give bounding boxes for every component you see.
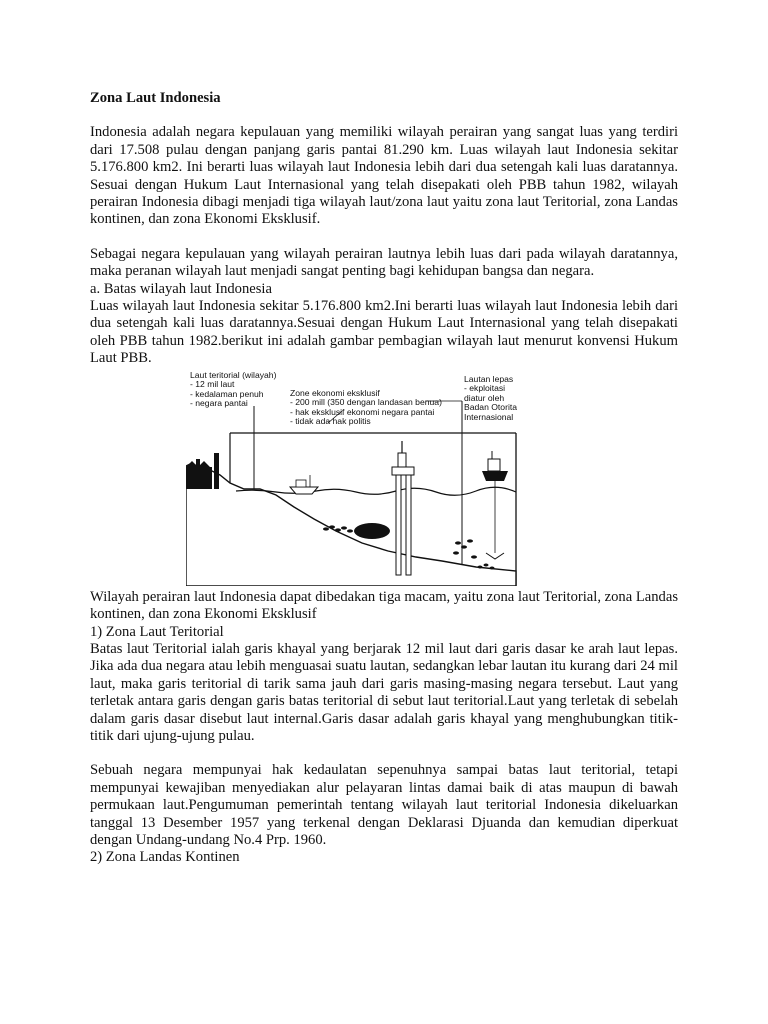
paragraph-three-zones: Wilayah perairan laut Indonesia dapat dibedakan tiga macam, yaitu zona laut Teritorial, zona Landas kontinen, dan zona Ekonomi Eksklusif (90, 588, 678, 623)
paragraph-kedaulatan: Sebuah negara mempunyai hak kedaulatan sepenuhnya sampai batas laut teritorial, tetapi mempunyai kewajiban menyediakan alur pelayaran lintas damai baik di atas maupun di bawah permukaan laut.Pengumuman pemerintah tentang wilayah laut teritorial Indonesia dikeluarkan tanggal 13 Desember 1957 yang terkenal dengan Deklarasi Djuanda dan kemudian diperkuat dengan Undang-undang No.4 Prp. 1960. (90, 762, 678, 848)
paragraph-role: Sebagai negara kepulauan yang wilayah perairan lautnya lebih luas dari pada wilayah daratannya, maka peranan wilayah laut menjadi sangat penting bagi kehidupan bangsa dan negara. (90, 245, 678, 280)
heading-zona-teritorial: 1) Zona Laut Teritorial (90, 623, 224, 640)
paragraph-teritorial: Batas laut Teritorial ialah garis khayal yang berjarak 12 mil laut dari garis dasar ke arah laut lepas. Jika ada dua negara atau lebih menguasai suatu lautan, sedangkan lebar lautan itu kurang dari 24 mil laut, maka garis teritorial di tarik sama jauh dari garis masing-masing negara tersebut. Laut yang terletak antara garis dengan garis batas teritorial di sebut laut teritorial.Laut yang terletak di sebelah dalam garis dasar disebut laut internal.Garis dasar adalah garis khayal yang menghubungkan titik-titik dari ujung-ujung pulau. (90, 640, 678, 744)
label-territorial-sea: Laut teritorial (wilayah) - 12 mil laut - kedalaman penuh - negara pantai (190, 369, 277, 409)
paragraph-intro: Indonesia adalah negara kepulauan yang memiliki wilayah perairan yang sangat luas yang terdiri dari 17.508 pulau dengan panjang garis pantai 81.290 km. Luas wilayah laut Indonesia sekitar 5.176.800 km2. Ini berarti luas wilayah laut Indonesia lebih dari dua setengah kali luas daratannya. Sesuai dengan Hukum Laut Internasional yang telah disepakati oleh PBB tahun 1982, wilayah perairan Indonesia dibagi menjadi tiga wilayah laut/zona laut yaitu zona laut Teritorial, zona Landas kontinen, dan zona Ekonomi Eksklusif. (90, 124, 678, 228)
heading-landas-kontinen: 2) Zona Landas Kontinen (90, 849, 240, 866)
heading-batas-wilayah: a. Batas wilayah laut Indonesia (90, 280, 272, 297)
paragraph-batas: Luas wilayah laut Indonesia sekitar 5.176.800 km2.Ini berarti luas wilayah laut Indonesia lebih dari dua setengah kali luas daratannya.Sesuai dengan Hukum Laut Internasional yang telah disepakati oleh PBB tahun 1982.berikut ini adalah gambar pembagian wilayah laut menurut konvensi Hukum Laut PBB. (90, 298, 678, 367)
document-page (90, 90, 678, 867)
sea-zone-diagram (186, 371, 526, 586)
document-title: Zona Laut Indonesia (90, 90, 221, 106)
label-open-sea: Lautan lepas - ekploitasi diatur oleh Badan Otorita Internasional (464, 373, 518, 423)
label-exclusive-economic-zone: Zone ekonomi eksklusif - 200 mill (350 dengan landasan benua) - hak eksklusif ekonomi negara pantai - tidak ada hak politis (290, 387, 442, 427)
